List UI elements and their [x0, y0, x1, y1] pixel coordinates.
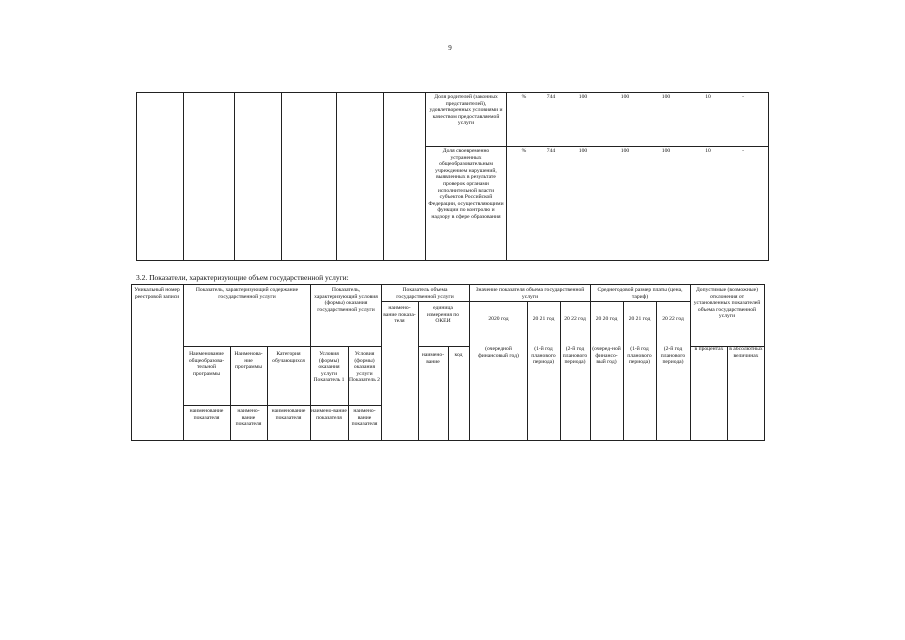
- upper-col-line: [425, 92, 426, 261]
- header-volume: Показатель объема государственной услуги: [396, 287, 454, 300]
- indicator-name-3: наименование показателя: [271, 408, 306, 421]
- header-unique-number: Уникальный номер реестровой записи: [134, 287, 180, 300]
- value-plan1: (1-й год планового периода): [531, 346, 556, 366]
- sub-program-name: Наименование общеобразова-тельной программы: [188, 351, 225, 377]
- sub-condition-1: Условия (формы) оказания услуги Показатель 1: [313, 351, 345, 384]
- upper-col-line: [506, 92, 507, 261]
- vol-name-header: наимено-вание показа-теля: [383, 305, 416, 325]
- upper-row2-2020: 100: [578, 148, 588, 154]
- upper-table-row-divider: [425, 146, 768, 147]
- upper-col-line: [234, 92, 235, 261]
- header-value: Значение показателя объема государственной услуги: [475, 287, 585, 300]
- lower-hline: [590, 301, 690, 302]
- indicator-name-4: наимено-вание показателя: [311, 408, 347, 421]
- indicator-name-5: наимено-вание показателя: [351, 408, 378, 428]
- upper-col-line: [183, 92, 184, 261]
- fee-plan1: (1-й год планового периода): [627, 346, 652, 366]
- upper-row2-2021: 100: [620, 148, 630, 154]
- value-year-21: 20 21 год: [532, 316, 555, 322]
- upper-row2-abs: -: [742, 148, 744, 154]
- vol-unit-header: единица измерения по ОКЕИ: [426, 305, 460, 325]
- lower-vline: [727, 346, 728, 441]
- upper-row2-pct: 10: [705, 148, 711, 154]
- upper-row1-okei: 744: [546, 94, 556, 100]
- lower-table-top-border: [131, 284, 765, 285]
- upper-row1-abs: -: [742, 94, 744, 100]
- value-year-22: 20 22 год: [564, 316, 586, 322]
- upper-table-top-border: [136, 92, 768, 93]
- upper-col-line: [281, 92, 282, 261]
- lower-vline: [469, 284, 470, 441]
- header-deviation: Допустимые (возможные) отклонения от установленных показателей объема государственной услуги: [693, 287, 761, 320]
- deviation-abs: в абсолютных величинах: [729, 346, 763, 359]
- upper-row1-2020: 100: [578, 94, 588, 100]
- upper-col-line: [336, 92, 337, 261]
- section-title: 3.2. Показатели, характеризующие объем государственной услуги:: [136, 273, 349, 282]
- upper-col-line: [136, 92, 137, 261]
- upper-row2-name: Доля своевременно устраненных общеобразовательным учреждением нарушений, выявленных в результате проверок органами исполнительной власти субъектов Российской Федерации, осуществляющими функции по контролю и надзору в сфере образования: [428, 148, 504, 220]
- upper-row2-okei: 744: [546, 148, 556, 154]
- value-plan2: (2-й год планового периода): [562, 346, 588, 366]
- lower-vline: [764, 284, 765, 441]
- fee-fin: (очеред-ной финансо-вый год): [592, 346, 621, 366]
- fee-year-20: 20 20 год: [595, 316, 618, 322]
- deviation-pct: в процентах: [694, 346, 724, 352]
- page-number: 9: [448, 44, 452, 52]
- value-fin-year: (очередной финансовый год): [478, 346, 519, 359]
- lower-vline: [381, 284, 382, 441]
- upper-row1-name: Доля родителей (законных представителей), удовлетворенных условиями и качеством предоставляемой услуги: [429, 94, 503, 127]
- upper-col-line: [383, 92, 384, 261]
- fee-year-21: 20 21 год: [628, 316, 651, 322]
- upper-row1-2022: 100: [661, 94, 671, 100]
- upper-col-line: [768, 92, 769, 261]
- fee-year-22: 20 22 год: [662, 316, 684, 322]
- fee-plan2: (2-й год планового периода): [660, 346, 686, 366]
- unit-name-header: наимено-вание: [421, 352, 445, 365]
- upper-row1-pct: 10: [705, 94, 711, 100]
- lower-hline: [418, 346, 469, 347]
- lower-hline: [381, 301, 469, 302]
- lower-vline: [448, 346, 449, 441]
- lower-hline: [183, 405, 381, 406]
- upper-row1-2021: 100: [620, 94, 630, 100]
- lower-hline: [183, 346, 381, 347]
- sub-condition-2: Условия (формы) оказания услуги Показатель 2: [349, 351, 380, 384]
- lower-hline: [469, 301, 590, 302]
- indicator-name-2: наимено-вание показателя: [235, 408, 262, 428]
- sub-program: Наименова-ние программы: [234, 351, 263, 371]
- upper-table-bottom-border: [136, 260, 768, 261]
- value-year-2020: 2020 год: [488, 316, 509, 322]
- upper-row2-2022: 100: [661, 148, 671, 154]
- upper-row2-unit: %: [521, 148, 527, 154]
- upper-row1-unit: %: [521, 94, 527, 100]
- lower-vline: [131, 284, 132, 441]
- lower-vline: [418, 301, 419, 441]
- sub-category: Категория обучающихся: [272, 351, 305, 364]
- indicator-name-1: наименование показателя: [189, 408, 224, 421]
- unit-code-header: код: [454, 352, 463, 358]
- lower-vline: [690, 284, 691, 441]
- header-content: Показатель, характеризующий содержание государственной услуги: [195, 287, 299, 300]
- header-fee: Среднегодовой размер платы (цена, тариф): [597, 287, 683, 300]
- header-conditions: Показатель, характеризующий условия (формы) оказания государственной услуги: [314, 287, 378, 313]
